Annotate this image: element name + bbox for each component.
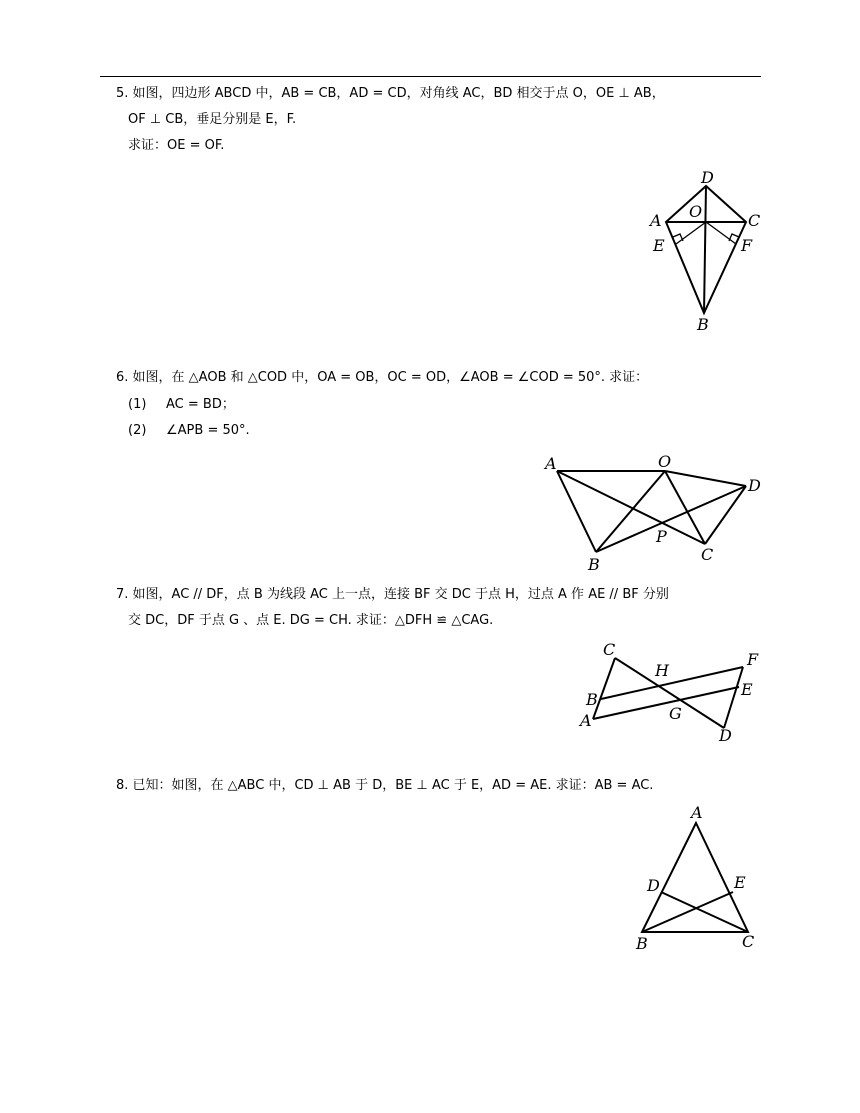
q6-label-d: D: [748, 476, 761, 495]
q7-label-c: C: [603, 640, 616, 659]
q6-label-p: P: [656, 527, 667, 546]
q5-label-a: A: [650, 211, 662, 230]
q5-line1: 5. 如图，四边形 ABCD 中，AB = CB，AD = CD，对角线 AC，BD 相交于点 O，OE ⊥ AB，: [116, 86, 665, 101]
q6-segment-ac: [557, 471, 705, 544]
q7-label-b: B: [586, 690, 598, 709]
q7-label-f: F: [747, 650, 759, 669]
q5-segment-oe: [676, 222, 706, 244]
q8-label-e: E: [734, 873, 746, 892]
q8-label-c: C: [742, 932, 755, 951]
q8-segment-be: [642, 892, 733, 932]
q6-label-b: B: [588, 555, 600, 574]
q8-label-d: D: [647, 876, 660, 895]
q5-figure: [640, 165, 770, 340]
q5-label-c: C: [748, 211, 761, 230]
q5-label-o: O: [689, 202, 703, 221]
q7-label-h: H: [655, 661, 669, 680]
q5-label-e: E: [653, 236, 665, 255]
q5-line2: OF ⊥ CB，垂足分别是 E，F.: [128, 112, 297, 127]
q6-sub1-text: AC = BD；: [166, 397, 235, 412]
q6-sub1-number: (1): [128, 397, 147, 412]
q6-figure: [540, 450, 770, 580]
q7-line2: 交 DC，DF 于点 G 、点 E. DG = CH. 求证：△DFH ≌ △CAG.: [128, 613, 494, 628]
q6-label-c: C: [701, 545, 714, 564]
q5-label-f: F: [741, 236, 753, 255]
q7-label-d: D: [719, 726, 732, 745]
q7-label-a: A: [580, 711, 592, 730]
q5-diagonal-bd: [704, 186, 706, 313]
q6-label-o: O: [658, 452, 672, 471]
q7-figure: [575, 638, 775, 748]
q8-line1: 8. 已知：如图，在 △ABC 中，CD ⊥ AB 于 D，BE ⊥ AC 于 E，AD = AE. 求证：AB = AC.: [116, 778, 654, 793]
q5-line3: 求证：OE = OF.: [128, 138, 225, 153]
q6-label-a: A: [545, 454, 557, 473]
q7-label-e: E: [741, 680, 753, 699]
q5-label-b: B: [697, 315, 709, 334]
q6-segment-ab: [557, 471, 596, 552]
q6-line1: 6. 如图，在 △AOB 和 △COD 中，OA = OB，OC = OD，∠AOB = ∠COD = 50°. 求证：: [116, 370, 649, 385]
q8-label-a: A: [691, 803, 703, 822]
q8-label-b: B: [636, 934, 648, 953]
q8-segment-cd: [661, 892, 748, 932]
q6-segment-od: [665, 471, 746, 486]
q6-sub2-text: ∠APB = 50°.: [166, 423, 250, 438]
header-rule: [100, 76, 761, 77]
q7-label-g: G: [669, 704, 682, 723]
q6-sub2-number: (2): [128, 423, 147, 438]
q7-line1: 7. 如图，AC // DF，点 B 为线段 AC 上一点，连接 BF 交 DC 于点 H，过点 A 作 AE // BF 分别: [116, 587, 669, 602]
q8-figure: [630, 800, 770, 955]
q7-segment-ca: [593, 658, 615, 719]
q5-label-d: D: [701, 168, 714, 187]
q6-segment-ob: [596, 471, 665, 552]
q5-segment-of: [706, 222, 736, 244]
